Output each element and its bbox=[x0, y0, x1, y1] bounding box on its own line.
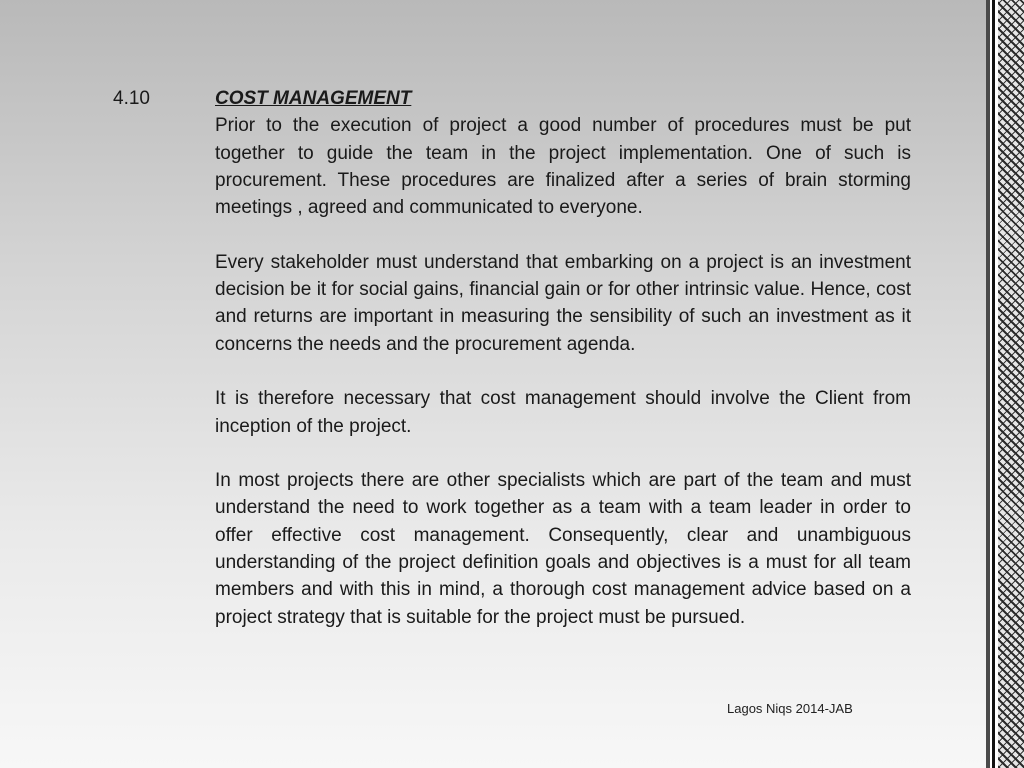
border-divider bbox=[992, 0, 995, 768]
section-number: 4.10 bbox=[113, 88, 150, 109]
border-pattern bbox=[998, 0, 1024, 768]
border-edge bbox=[986, 0, 990, 768]
footer-credit: Lagos Niqs 2014-JAB bbox=[727, 701, 853, 716]
paragraph-specialists: In most projects there are other specialists which are part of the team and must understand the need to work together as a team with a team leader in order to offer effective cost management. Consequently, clear and unambiguous understanding of the project definition goals and objectives is a must for all team members and with this in mind, a thorough cost management advice based on a project strategy that is suitable for the project must be pursued. bbox=[215, 470, 911, 628]
slide-content bbox=[215, 85, 911, 658]
decorative-side-border bbox=[986, 0, 1024, 768]
section-title: COST MANAGEMENT bbox=[215, 88, 412, 109]
paragraph-client: It is therefore necessary that cost management should involve the Client from inception of the project. bbox=[215, 388, 911, 437]
paragraph-stakeholder: Every stakeholder must understand that embarking on a project is an investment decision be it for social gains, financial gain or for other intrinsic value. Hence, cost and returns are important in measuring the sensibility of such an investment as it concerns the needs and the procurement agenda. bbox=[215, 251, 911, 355]
paragraph-procedures: Prior to the execution of project a good number of procedures must be put together to guide the team in the project implementation. One of such is procurement. These procedures are finalized after a series of brain storming meetings , agreed and communicated to everyone. bbox=[215, 115, 911, 219]
